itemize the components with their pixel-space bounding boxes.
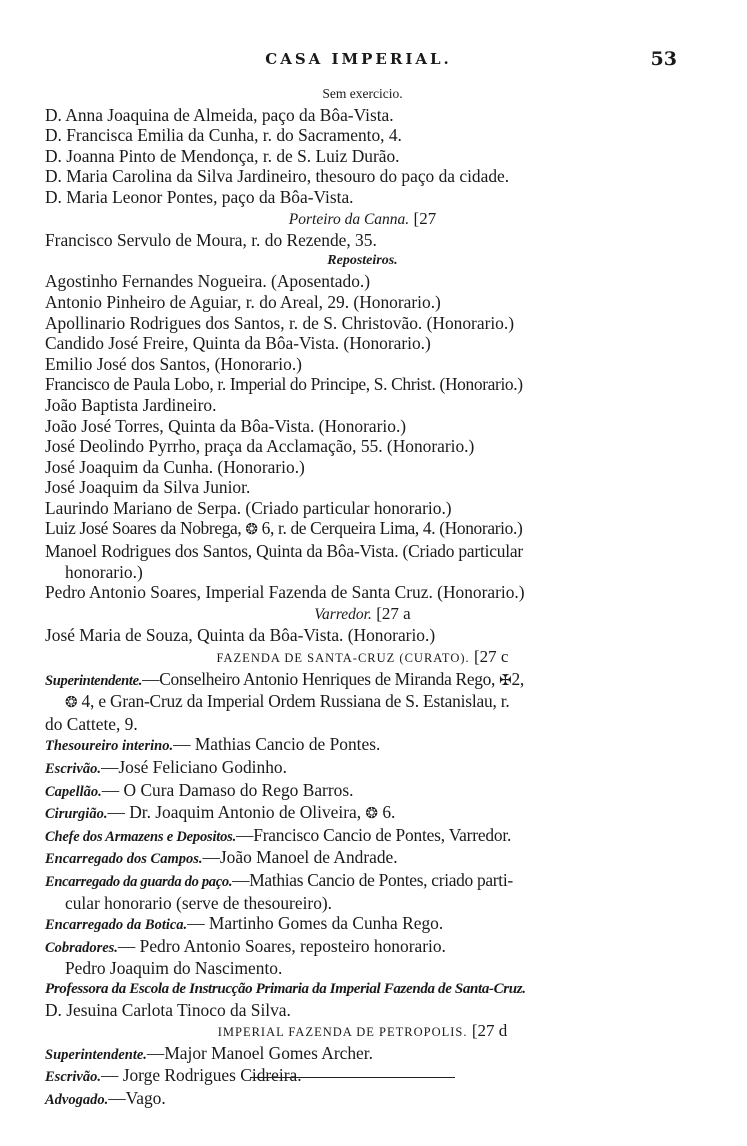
list-item [45,518,680,541]
list-item-continuation: cular honorario (serve de thesoureiro). [65,892,333,913]
list-item: Emilio José dos Santos, (Honorario.) [45,353,302,374]
list-item: D. Maria Leonor Pontes, paço da Bôa-Vista. [45,186,354,207]
entry-text: 2, [511,668,524,689]
entry-text: —Conselheiro Antonio Henriques de Miranda Rego, [142,668,496,689]
section-title: FAZENDA DE SANTA-CRUZ (CURATO). [216,651,470,666]
role-label: Escrivão. [45,761,101,777]
entry-text: —João Manoel de Andrade. [202,847,398,868]
role-label: Capellão. [45,783,102,800]
list-item: Francisco Servulo de Moura, r. do Rezende, 35. [45,230,377,251]
section-title: Porteiro da Canna. [288,210,410,228]
list-item: D. Jesuina Carlota Tinoco da Silva. [45,999,291,1020]
section-heading-santa-cruz [45,646,680,669]
entry-text: — Mathias Cancio de Pontes. [173,734,381,755]
list-item: José Deolindo Pyrrho, praça da Acclamação, 55. (Honorario.) [45,436,475,457]
list-item: Apollinario Rodrigues dos Santos, r. de S. Christovão. (Honorario.) [45,312,515,333]
list-item: D. Maria Carolina da Silva Jardineiro, thesouro do paço da cidade. [45,166,510,187]
role-label: Cobradores. [45,939,118,956]
entry-text: —Mathias Cancio de Pontes, criado parti- [232,869,513,890]
list-item-continuation: Pedro Joaquim do Nascimento. [65,958,283,979]
section-heading-varredor [45,603,680,626]
entry-text: —Vago. [108,1087,166,1108]
entry-text: —José Feliciano Godinho. [100,757,287,777]
section-heading-porteiro [45,208,680,231]
section-heading-sem-exercicio: Sem exercicio. [322,86,403,101]
list-item [45,825,680,848]
document-body [45,84,680,1111]
decoration-medal-icon: ❂ [245,522,258,539]
role-label: Encarregado da guarda do paço. [45,873,233,890]
entry-text: — Jorge Rodrigues Cidreira. [100,1065,302,1086]
list-item: José Joaquim da Cunha. (Honorario.) [45,456,305,477]
role-label: Escrivão. [45,1069,101,1086]
list-item [45,757,680,780]
section-title: IMPERIAL FAZENDA DE PETROPOLIS. [217,1025,468,1040]
role-label: Superintendente. [45,1046,147,1063]
list-item-continuation: do Cattete, 9. [45,713,138,734]
list-item: D. Francisca Emilia da Cunha, r. do Sacramento, 4. [45,125,402,146]
list-item: Candido José Freire, Quinta da Bôa-Vista. (Honorario.) [45,333,431,354]
list-item: Francisco de Paula Lobo, r. Imperial do Principe, S. Christ. (Honorario.) [45,374,523,395]
list-item [45,1043,680,1066]
list-item [45,669,680,692]
role-label: Thesoureiro interino. [45,738,174,755]
section-title: Varredor. [314,605,372,623]
entry-text: 6, r. de Cerqueira Lima, 4. (Honorario.) [261,518,523,539]
entry-text: — O Cura Damaso do Rego Barros. [101,779,354,800]
entry-text: — Pedro Antonio Soares, reposteiro honorario. [117,935,446,956]
section-reference: [27 d [471,1021,508,1041]
entry-text: 4, e Gran-Cruz da Imperial Ordem Russiana de S. Estanislau, r. [81,691,510,712]
list-item [45,936,680,959]
page-number: 53 [650,48,677,70]
list-item: Laurindo Mariano de Serpa. (Criado particular honorario.) [45,497,452,518]
list-item [45,1088,680,1111]
role-label: Cirurgião. [45,806,108,823]
section-heading-reposteiros: Reposteiros. [327,252,398,268]
entry-text: Luiz José Soares da Nobrega, [45,518,242,539]
list-item [45,734,680,757]
role-label: Chefe dos Armazens e Depositos. [45,828,237,845]
list-item: Agostinho Fernandes Nogueira. (Aposentado.) [45,271,371,292]
list-item: Antonio Pinheiro de Aguiar, r. do Areal, 29. (Honorario.) [45,291,441,312]
role-label: Encarregado da Botica. [45,917,188,934]
list-item: José Maria de Souza, Quinta da Bôa-Vista. (Honorario.) [45,625,436,646]
list-item: João José Torres, Quinta da Bôa-Vista. (Honorario.) [45,415,407,436]
end-rule [250,1077,455,1078]
order-cross-icon: ✠ [499,672,512,689]
entry-text: —Francisco Cancio de Pontes, Varredor. [236,824,512,845]
section-reference: [27 a [376,603,411,623]
entry-text: — Martinho Gomes da Cunha Rego. [187,913,444,934]
list-item: D. Joanna Pinto de Mendonça, r. de S. Luiz Durão. [45,145,400,166]
role-label: Superintendente. [45,672,143,689]
list-item: João Baptista Jardineiro. [45,394,217,415]
decoration-medal-icon: ❂ [365,806,378,823]
list-item-continuation: honorario.) [65,561,143,582]
role-label: Encarregado dos Campos. [45,851,203,868]
entry-text: 6. [382,802,396,823]
section-heading-petropolis [45,1020,680,1043]
list-item [45,870,680,893]
entry-text: —Major Manoel Gomes Archer. [146,1042,373,1063]
section-reference: [27 c [474,647,509,667]
list-item: Manoel Rodrigues dos Santos, Quinta da Bôa-Vista. (Criado particular [45,541,523,562]
list-item [45,802,680,825]
entry-text: — Dr. Joaquim Antonio de Oliveira, [107,802,362,823]
running-title: CASA IMPERIAL. [265,50,452,68]
list-item [45,913,680,936]
section-reference: [27 [413,208,437,228]
decoration-medal-icon: ❂ [65,695,78,712]
list-item [45,780,680,803]
role-label: Advogado. [45,1091,109,1108]
list-item: José Joaquim da Silva Junior. [45,477,251,498]
page-header [40,50,677,74]
list-item [45,847,680,870]
section-heading-professora: Professora da Escola de Instrucção Primaria da Imperial Fazenda de Santa-Cruz. [45,980,526,997]
list-item-continuation [45,691,680,714]
list-item: D. Anna Joaquina de Almeida, paço da Bôa-Vista. [45,104,394,125]
list-item: Pedro Antonio Soares, Imperial Fazenda de Santa Cruz. (Honorario.) [45,582,525,603]
